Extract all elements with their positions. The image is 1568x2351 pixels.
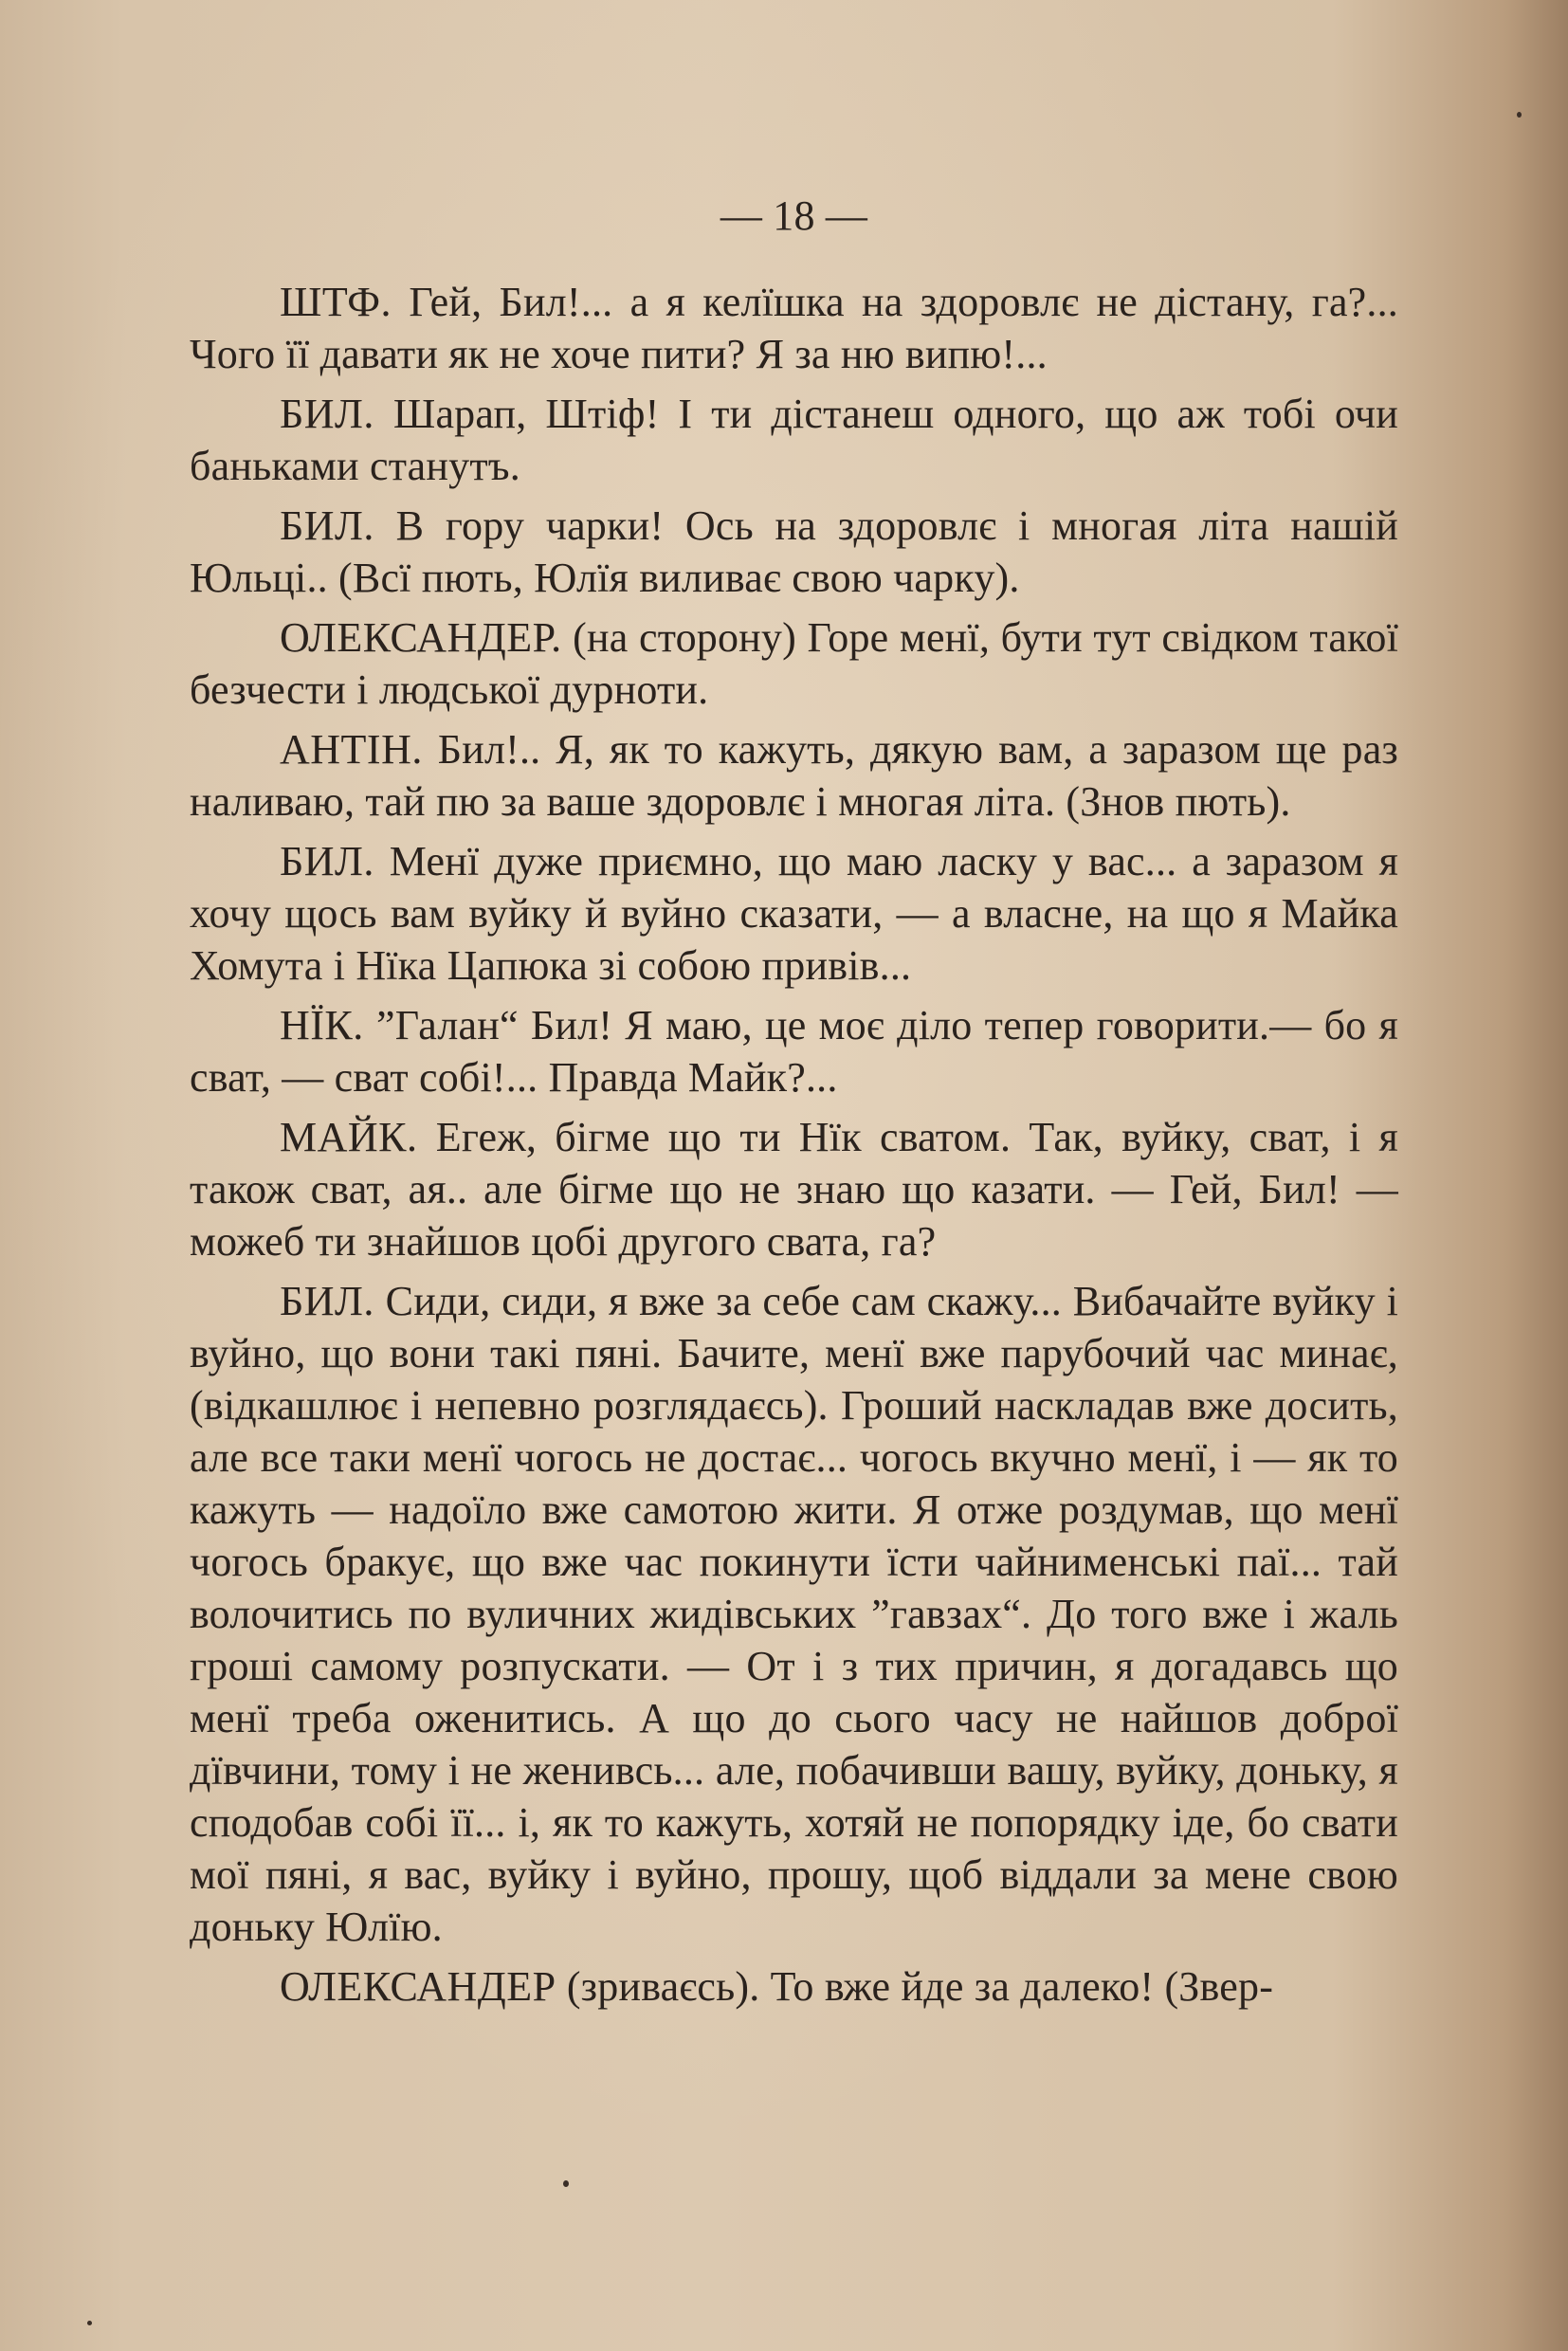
paragraph-text: Сиди, сиди, я вже за себе сам скажу... Вибачайте вуйку і вуйно, що вони такі пяні. Бачите, менї вже парубочий час минає, (відкашлює і непевно розглядаєсь). Гроший наскладав вже досить, але все таки менї чогось не достає... чогось вкучно менї, і — як то кажуть — надоїло вже самотою жити. Я отже роздумав, що менї чогось бракує, що вже час покинути їсти чайнименські паї... тай волочитись по вуличних жидівських ”гавзах“. До того вже і жаль гроші самому розпускати. — От і з тих причин, я догадавсь що менї треба оженитись. А що до сього часу не найшов доброї дївчини, тому і не женивсь... але, побачивши вашу, вуйку, доньку, я сподобав собі її... і, як то кажуть, хотяй не попорядку іде, бо свати мої пяні, я вас, вуйку і вуйно, прошу, щоб віддали за мене свою доньку Юлїю. xyxy=(190,1278,1398,1950)
speaker-name: БИЛ. xyxy=(280,838,374,884)
speaker-name: МАЙК. xyxy=(280,1114,418,1160)
paragraph-text: Бил!.. Я, як то кажуть, дякую вам, а заразом ще раз наливаю, тай пю за ваше здоровлє і многая літа. (Знов пють). xyxy=(190,726,1399,825)
paragraph xyxy=(190,388,1398,492)
paragraph-text: Гей, Бил!... а я келїшка на здоровлє не дістану, га?... Чого її давати як не хоче пити? Я за ню випю!... xyxy=(190,279,1399,377)
paragraph xyxy=(190,723,1398,828)
paragraph-text: В гору чарки! Ось на здоровлє і многая літа нашій Юльці.. (Всї пють, Юлїя виливає свою чарку). xyxy=(190,502,1398,601)
speaker-name: БИЛ. xyxy=(280,1278,374,1324)
paragraph-text: (на сторону) Горе менї, бути тут свідком такої безчести і людської дурноти. xyxy=(190,614,1399,713)
speaker-name: ОЛЕКСАНДЕР. xyxy=(280,614,562,661)
paragraph xyxy=(190,500,1398,604)
paragraph-text: Менї дуже приємно, що маю ласку у вас... а заразом я хочу щось вам вуйку й вуйно сказати, — а власне, на що я Майка Хомута і Нїка Цапюка зі собою привів... xyxy=(190,838,1399,989)
page-text xyxy=(190,190,1398,2020)
speaker-name: НЇК. xyxy=(280,1002,364,1048)
paragraph xyxy=(190,1960,1398,2013)
speaker-name: БИЛ. xyxy=(280,502,374,549)
paragraph xyxy=(190,999,1398,1103)
paragraph xyxy=(190,1275,1398,1953)
page-number: — 18 — xyxy=(720,192,868,239)
paragraph-text: Егеж, бігме що ти Нїк сватом. Так, вуйку, сват, і я також сват, ая.. але бігме що не знаю що казати. — Гей, Бил! — можеб ти знайшов цобі другого свата, га? xyxy=(190,1114,1398,1265)
ink-speck xyxy=(563,2180,569,2187)
paragraph xyxy=(190,1111,1398,1267)
paragraph xyxy=(190,835,1398,992)
ink-speck xyxy=(1517,112,1522,118)
speaker-name: ШТФ. xyxy=(280,279,392,325)
ink-speck xyxy=(87,2321,92,2325)
paragraph-text: ”Галан“ Бил! Я маю, це моє діло тепер говорити.— бо я сват, — сват собі!... Правда Майк?... xyxy=(190,1002,1398,1101)
paragraph xyxy=(190,276,1398,380)
speaker-name: АНТІН. xyxy=(280,726,423,773)
paragraph-text: Шарап, Штіф! І ти дістанеш одного, що аж тобі очи баньками станутъ. xyxy=(190,391,1398,489)
speaker-name: ОЛЕКСАНДЕР xyxy=(280,1963,556,2010)
paragraph-text: (зриваєсь). То вже йде за далеко! (Звер- xyxy=(566,1963,1274,2010)
speaker-name: БИЛ. xyxy=(280,391,374,437)
paragraph xyxy=(190,611,1398,716)
